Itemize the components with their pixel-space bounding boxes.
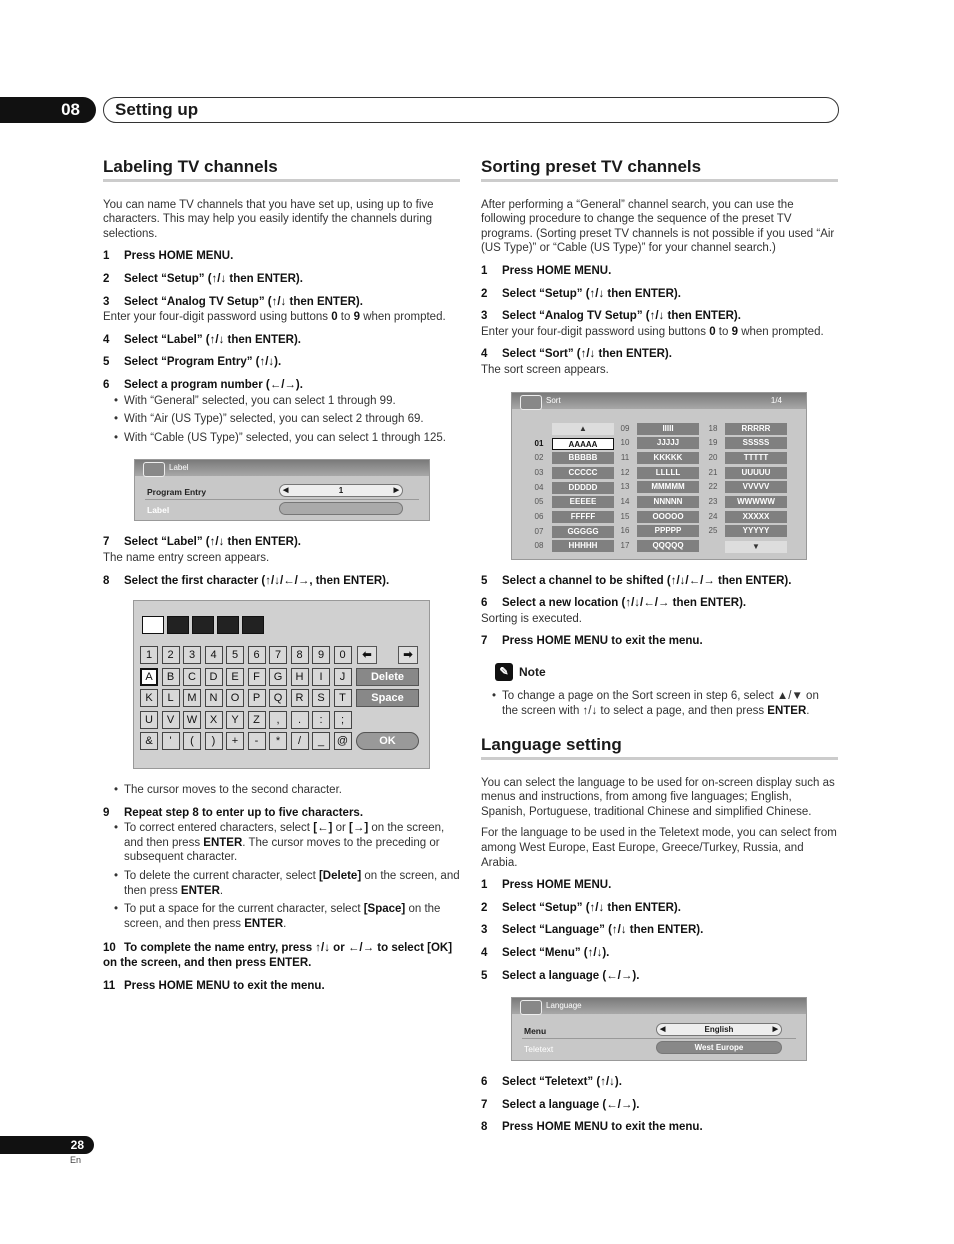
sort-position-number: 13 — [620, 482, 630, 492]
sort-position-number: 08 — [534, 541, 544, 551]
sort-channel-item[interactable]: RRRRR — [725, 423, 787, 435]
chapter-title: Setting up — [115, 100, 199, 119]
keyboard-key[interactable]: M — [183, 689, 201, 707]
label-screen-header: Label — [135, 460, 429, 476]
keyboard-key[interactable]: - — [248, 732, 266, 750]
sort-position-number: 17 — [620, 541, 630, 551]
sort-step-3: 3 Select “Analog TV Setup” (↑/↓ then ENTER). — [481, 310, 741, 323]
cursor-forward-button[interactable]: ➡ — [398, 646, 418, 664]
sort-channel-item[interactable]: YYYYY — [725, 525, 787, 537]
sort-channel-item[interactable]: BBBBB — [552, 452, 614, 464]
step-7: 7 Select “Label” (↑/↓ then ENTER). — [103, 536, 301, 549]
keyboard-key[interactable]: Q — [269, 689, 287, 707]
sort-channel-item[interactable]: NNNNN — [637, 496, 699, 508]
sort-position-number: 15 — [620, 511, 630, 521]
keyboard-key[interactable]: H — [291, 668, 309, 686]
sort-position-number: 21 — [708, 467, 718, 477]
keyboard-key[interactable]: V — [162, 711, 180, 729]
left-arrow-icon: ◀ — [283, 487, 289, 495]
name-slot-4 — [217, 616, 239, 634]
keyboard-key[interactable]: A — [140, 668, 158, 686]
keyboard-key[interactable]: & — [140, 732, 158, 750]
sort-channel-item[interactable]: XXXXX — [725, 511, 787, 523]
keyboard-key[interactable]: 9 — [312, 646, 330, 664]
keyboard-key[interactable]: _ — [312, 732, 330, 750]
language-screen-header: Language — [512, 998, 806, 1014]
tv-icon — [520, 395, 542, 410]
labeling-intro: You can name TV channels that you have set up, using up to five characters. This may help you easily identify the channels during selections. — [103, 198, 434, 240]
cursor-back-button[interactable]: ⬅ — [357, 646, 377, 664]
keyboard-key[interactable]: 4 — [205, 646, 223, 664]
keyboard-key[interactable]: G — [269, 668, 287, 686]
keyboard-key[interactable]: 5 — [226, 646, 244, 664]
sort-channel-item[interactable]: VVVVV — [725, 481, 787, 493]
keyboard-key[interactable]: 7 — [269, 646, 287, 664]
step-6-bullet-2: • With “Air (US Type)” selected, you can select 2 through 69. — [103, 412, 460, 427]
chapter-number: 08 — [0, 97, 96, 123]
sort-channel-item[interactable]: GGGGG — [552, 526, 614, 538]
sort-page-indicator: 1/4 — [770, 395, 782, 405]
sort-channel-item[interactable]: OOOOO — [637, 511, 699, 523]
sort-channel-item[interactable]: JJJJJ — [637, 437, 699, 449]
lang-step-4: 4 Select “Menu” (↑/↓). — [481, 947, 610, 960]
keyboard-key[interactable]: S — [312, 689, 330, 707]
sort-position-number: 06 — [534, 512, 544, 522]
name-entry-screen — [133, 600, 430, 769]
step-9-bullet-1: • To correct entered characters, select [←] or [→] on the screen, and then press ENTER. The cursor moves to the preceding or subsequent character. — [103, 821, 460, 865]
label-field-label: Label — [147, 505, 170, 516]
keyboard-key[interactable]: 6 — [248, 646, 266, 664]
step-7-note: The name entry screen appears. — [103, 551, 270, 564]
keyboard-key[interactable]: : — [312, 711, 330, 729]
keyboard-key[interactable]: Y — [226, 711, 244, 729]
step-3: 3 Select “Analog TV Setup” (↑/↓ then ENTER). — [103, 295, 363, 308]
sort-channel-item[interactable]: UUUUU — [725, 467, 787, 479]
keyboard-key[interactable]: 3 — [183, 646, 201, 664]
program-entry-label: Program Entry — [147, 487, 207, 498]
sort-position-number: 14 — [620, 497, 630, 507]
step-5: 5 Select “Program Entry” (↑/↓). — [103, 356, 282, 369]
sort-position-number: 01 — [534, 438, 544, 448]
step-11: 11 Press HOME MENU to exit the menu. — [103, 979, 325, 992]
step-2: 2 Select “Setup” (↑/↓ then ENTER). — [103, 272, 303, 285]
note-pencil-icon: ✎ — [495, 663, 513, 681]
note-bullet: • To change a page on the Sort screen in step 6, select ▲/▼ on the screen with ↑/↓ to select a page, and then press ENTER. — [481, 689, 838, 718]
keyboard-key[interactable]: J — [334, 668, 352, 686]
keyboard-key[interactable]: / — [291, 732, 309, 750]
keyboard-key[interactable]: , — [269, 711, 287, 729]
sort-channel-item[interactable]: FFFFF — [552, 511, 614, 523]
keyboard-key[interactable]: O — [226, 689, 244, 707]
sort-screen-header: Sort 1/4 — [512, 393, 806, 409]
note-heading: ✎ Note — [495, 663, 838, 681]
left-column — [103, 157, 460, 994]
right-column — [481, 157, 838, 1136]
name-slot-3 — [192, 616, 214, 634]
sort-position-number: 23 — [708, 497, 718, 507]
sort-step-1: 1 Press HOME MENU. — [481, 264, 612, 277]
section-title-language: Language setting — [481, 738, 838, 760]
sort-screen — [511, 392, 807, 560]
teletext-label: Teletext — [524, 1044, 554, 1055]
sort-step-6-note: Sorting is executed. — [481, 612, 583, 625]
keyboard-key[interactable]: N — [205, 689, 223, 707]
keyboard-key[interactable]: R — [291, 689, 309, 707]
sort-channel-item[interactable]: QQQQQ — [637, 540, 699, 552]
keyboard-key[interactable]: Z — [248, 711, 266, 729]
language-intro-2: For the language to be used in the Teletext mode, you can select from among West Europe, East Europe, Greece/Turkey, Russia, and Arabia. — [481, 827, 837, 869]
keyboard-key[interactable]: . — [291, 711, 309, 729]
sort-channel-item[interactable]: KKKKK — [637, 452, 699, 464]
name-slot-5 — [242, 616, 264, 634]
language-intro-1: You can select the language to be used for on-screen display such as menus and instructions, from among five languages; English, Spanish, Portuguese, traditional Chinese and simplified Chinese. — [481, 776, 835, 818]
sort-channel-item[interactable]: DDDDD — [552, 482, 614, 494]
step-1: 1 Press HOME MENU. — [103, 250, 234, 263]
sort-position-number: 02 — [534, 453, 544, 463]
page-number: 28 — [0, 1136, 94, 1154]
step-8-bullet: • The cursor moves to the second character. — [103, 783, 460, 798]
keyboard-key[interactable]: 0 — [334, 646, 352, 664]
keyboard-key[interactable]: 1 — [140, 646, 158, 664]
keyboard-key[interactable]: P — [248, 689, 266, 707]
keyboard-key[interactable]: K — [140, 689, 158, 707]
sort-step-4: 4 Select “Sort” (↑/↓ then ENTER). — [481, 348, 672, 361]
keyboard-key[interactable]: @ — [334, 732, 352, 750]
keyboard-key[interactable]: X — [205, 711, 223, 729]
sort-channel-item[interactable]: EEEEE — [552, 496, 614, 508]
page-language: En — [70, 1155, 82, 1165]
lang-step-6: 6 Select “Teletext” (↑/↓). — [481, 1076, 622, 1089]
keyboard-key[interactable]: ; — [334, 711, 352, 729]
sort-position-number: 04 — [534, 482, 544, 492]
sort-channel-item[interactable]: SSSSS — [725, 437, 787, 449]
page-up-button[interactable]: ▲ — [552, 423, 614, 435]
step-4: 4 Select “Label” (↑/↓ then ENTER). — [103, 333, 301, 346]
sort-channel-item[interactable]: PPPPP — [637, 525, 699, 537]
right-arrow-icon: ▶ — [772, 1026, 778, 1034]
sort-step-3-note: Enter your four-digit password using buttons 0 to 9 when prompted. — [481, 325, 824, 338]
name-slot-2 — [167, 616, 189, 634]
sort-position-number: 25 — [708, 526, 718, 536]
keyboard-key[interactable]: F — [248, 668, 266, 686]
sort-position-number: 22 — [708, 482, 718, 492]
menu-label: Menu — [524, 1026, 547, 1037]
divider — [522, 1038, 796, 1039]
sort-step-4-note: The sort screen appears. — [481, 363, 609, 376]
sort-step-6: 6 Select a new location (↑/↓/←/→ then ENTER). — [481, 597, 747, 610]
keyboard-key[interactable]: I — [312, 668, 330, 686]
step-3-note: Enter your four-digit password using buttons 0 to 9 when prompted. — [103, 311, 446, 324]
keyboard-key[interactable]: C — [183, 668, 201, 686]
tv-icon — [520, 1000, 542, 1015]
keyboard-key[interactable]: 2 — [162, 646, 180, 664]
sort-step-5: 5 Select a channel to be shifted (↑/↓/←/→ then ENTER). — [481, 574, 792, 587]
sort-channel-item[interactable]: MMMMM — [637, 481, 699, 493]
keyboard-key[interactable]: 8 — [291, 646, 309, 664]
sorting-intro: After performing a “General” channel search, you can use the following procedure to change the sequence of the preset TV programs. (Sorting preset TV channels is not possible if you used “Air (US Type)” or “Cable (US Type)” for your channel search.) — [481, 198, 835, 255]
keyboard-key[interactable]: D — [205, 668, 223, 686]
left-arrow-icon: ◀ — [660, 1026, 666, 1034]
lang-step-2: 2 Select “Setup” (↑/↓ then ENTER). — [481, 901, 681, 914]
sort-step-2: 2 Select “Setup” (↑/↓ then ENTER). — [481, 287, 681, 300]
sort-position-number: 07 — [534, 526, 544, 536]
menu-language-value[interactable]: ◀ English ▶ — [656, 1023, 782, 1036]
teletext-language-value[interactable]: West Europe — [656, 1041, 782, 1054]
step-9-bullet-3: • To put a space for the current character, select [Space] on the screen, and then press ENTER. — [103, 902, 460, 931]
ok-button[interactable]: OK — [356, 732, 419, 750]
section-title-sorting: Sorting preset TV channels — [481, 160, 838, 182]
space-button[interactable]: Space — [356, 689, 419, 707]
language-screen — [511, 997, 807, 1061]
keyboard-key[interactable]: T — [334, 689, 352, 707]
sort-position-number: 05 — [534, 497, 544, 507]
keyboard-key[interactable]: + — [226, 732, 244, 750]
keyboard-key[interactable]: W — [183, 711, 201, 729]
lang-step-3: 3 Select “Language” (↑/↓ then ENTER). — [481, 924, 704, 937]
keyboard-key[interactable]: ) — [205, 732, 223, 750]
sort-channel-item[interactable]: IIIII — [637, 423, 699, 435]
step-10: 10 To complete the name entry, press ↑/↓ or ←/→ to select [OK] on the screen, and then press ENTER. — [103, 942, 453, 970]
page-down-button[interactable]: ▼ — [725, 541, 787, 553]
label-field[interactable] — [279, 502, 403, 515]
step-6-bullet-1: • With “General” selected, you can select 1 through 99. — [103, 394, 460, 409]
chapter-bar — [103, 97, 839, 123]
lang-step-7: 7 Select a language (←/→). — [481, 1098, 640, 1111]
sort-channel-item[interactable]: CCCCC — [552, 467, 614, 479]
name-slot-1 — [142, 616, 164, 634]
keyboard-key[interactable]: U — [140, 711, 158, 729]
step-6-bullet-3: • With “Cable (US Type)” selected, you can select 1 through 125. — [103, 431, 460, 446]
section-title-labeling: Labeling TV channels — [103, 160, 460, 182]
keyboard-key[interactable]: E — [226, 668, 244, 686]
keyboard-key[interactable]: L — [162, 689, 180, 707]
sort-position-number: 12 — [620, 467, 630, 477]
delete-button[interactable]: Delete — [356, 668, 419, 686]
sort-position-number: 19 — [708, 438, 718, 448]
lang-step-5: 5 Select a language (←/→). — [481, 969, 640, 982]
sort-position-number: 24 — [708, 511, 718, 521]
lang-step-8: 8 Press HOME MENU to exit the menu. — [481, 1121, 703, 1134]
keyboard-key[interactable]: ' — [162, 732, 180, 750]
step-9-bullet-2: • To delete the current character, select [Delete] on the screen, and then press ENTER. — [103, 869, 460, 898]
keyboard-key[interactable]: B — [162, 668, 180, 686]
sort-channel-item[interactable]: AAAAA — [552, 438, 614, 450]
keyboard-key[interactable]: ( — [183, 732, 201, 750]
sort-step-7: 7 Press HOME MENU to exit the menu. — [481, 635, 703, 648]
step-6: 6 Select a program number (←/→). — [103, 378, 303, 391]
divider — [145, 499, 419, 500]
label-screen — [134, 459, 430, 521]
sort-position-number: 10 — [620, 438, 630, 448]
sort-position-number: 09 — [620, 423, 630, 433]
right-arrow-icon: ▶ — [393, 487, 399, 495]
sort-position-number: 18 — [708, 423, 718, 433]
sort-channel-item[interactable]: HHHHH — [552, 540, 614, 552]
sort-position-number: 20 — [708, 452, 718, 462]
tv-icon — [143, 462, 165, 477]
sort-position-number: 16 — [620, 526, 630, 536]
lang-step-1: 1 Press HOME MENU. — [481, 879, 612, 892]
sort-channel-item[interactable]: WWWWW — [725, 496, 787, 508]
sort-position-number: 03 — [534, 467, 544, 477]
sort-channel-item[interactable]: TTTTT — [725, 452, 787, 464]
keyboard-key[interactable]: * — [269, 732, 287, 750]
step-8: 8 Select the first character (↑/↓/←/→, then ENTER). — [103, 574, 390, 587]
sort-position-number: 11 — [620, 452, 630, 462]
program-entry-value[interactable]: ◀ 1 ▶ — [279, 484, 403, 497]
step-9: 9 Repeat step 8 to enter up to five characters. — [103, 806, 364, 819]
sort-channel-item[interactable]: LLLLL — [637, 467, 699, 479]
